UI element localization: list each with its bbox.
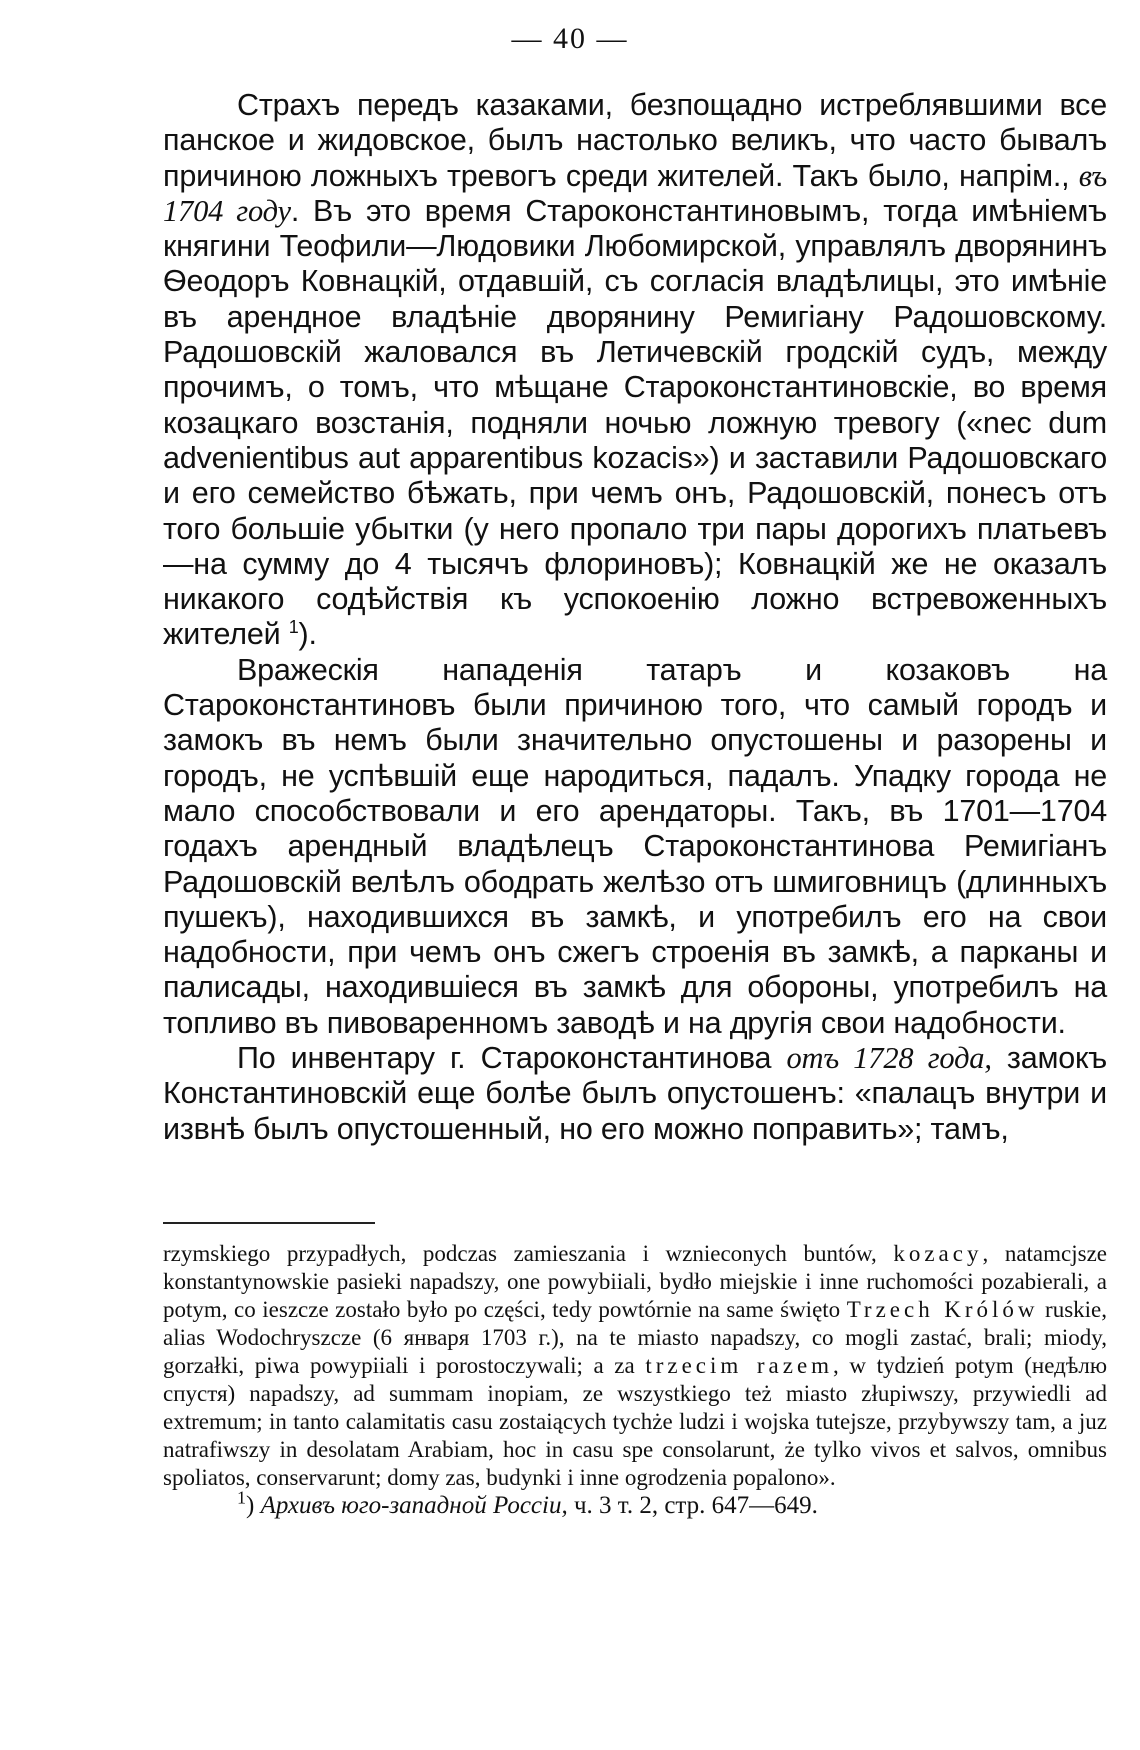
paragraph-1-date-italic: въ 1704 году — [163, 158, 1107, 228]
paragraph-1-part-1: Страхъ передъ казаками, безпощадно истреблявшими все панское и жидовское, былъ настолько великъ, что часто бывалъ причиною ложныхъ тревогъ среди жителей. Такъ было, напрім., — [163, 88, 1107, 193]
footnote-part-1: rzymskiego przypadłych, podczas zamieszania i wznieconych buntów, — [163, 1241, 894, 1266]
paragraph-3-date-italic: отъ 1728 года, — [786, 1041, 992, 1076]
footnote-continuation — [163, 1240, 1107, 1492]
footnote-reference-mark: 1 — [237, 1487, 246, 1508]
paragraph-1-part-3: ). — [298, 617, 317, 652]
paragraph-3-part-1: По инвентару г. Староконстантинова — [237, 1041, 787, 1076]
footnotes — [163, 1240, 1107, 1520]
paragraph-1 — [163, 88, 1107, 653]
footnote-part-2: , natamcjsze konstantynowskie pasieki napadszy, one powybiiali, bydło miejskie i inne ruchomości pozabierali, a potym, co ieszcze zostało było po części, tedy powtórnie na same święto — [163, 1241, 1107, 1322]
footnote-part-4: , w tydzień potym (недѣлю спустя) napadszy, ad summam inopiam, ze wszystkiego też miasto złupiwszy, przywiedli ad extremum; in tanto calamitatis casu zostaiących tychże ludzi i wojska tutejsze, przybywszy tam, a juz natrafiwszy in desolatam Arabiam, hoc in casu spe consolarunt, że tylko vivos et salvos, omnibus spoliatos, conservarunt; domy zas, budynki i inne ogrodzenia popalono». — [163, 1353, 1107, 1490]
main-text — [163, 88, 1107, 1147]
footnote-marker: 1 — [288, 617, 299, 638]
page-number: — 40 — — [511, 22, 629, 55]
footnote-part-3: ruskie, alias Wodochryszcze (6 января 1703 г.), na te miasto napadszy, co mogli zastać, brali; miody, gorzałki, piwa powypiiali i porostoczywali; a za — [163, 1297, 1107, 1378]
paragraph-3-part-2: замокъ Константиновскій еще болѣе былъ опустошенъ: «палацъ внутри и извнѣ былъ опустошенный, но его можно поправить»; тамъ, — [163, 1041, 1107, 1146]
footnote-source-details: ч. 3 т. 2, стр. 647—649. — [567, 1492, 818, 1519]
footnote-reference: $^1$) Архивъ юго-западной Россіи, ч. 3 т. 2, стр. 647—649. — [237, 1487, 818, 1519]
paragraph-3 — [163, 1041, 1107, 1147]
footnote-divider — [163, 1222, 375, 1224]
footnote-spaced-trzecim-razem: trzecim razem — [645, 1353, 834, 1378]
paragraph-2: Вражескія нападенія татаръ и козаковъ на Староконстантиновъ были причиною того, что самый городъ и замокъ въ немъ были значительно опустошены и разорены и городъ, не успѣвшій еще народиться, падалъ. Упадку города не мало способствовали и его арендаторы. Такъ, въ 1701—1704 годахъ арендный владѣлецъ Староконстантинова Ремигіанъ Радошовскій велѣлъ ободрать желѣзо отъ шмиговницъ (длинныхъ пушекъ), находившихся въ замкѣ, и употребилъ его на свои надобности, при чемъ онъ сжегъ строенія въ замкѣ, а парканы и палисады, находившіеся въ замкѣ для обороны, употребилъ на топливо въ пивоваренномъ заводѣ и на другія свои надобности. — [163, 652, 1107, 1040]
paragraph-1-part-2: . Въ это время Староконстантиновымъ, тогда имѣніемъ княгини Теофили—Людовики Любомирской, управлялъ дворянинъ Ѳеодоръ Ковнацкій, отдавшій, съ согласія владѣлицы, это имѣніе въ арендное владѣніе дворянину Ремигіану Радошовскому. Радошовскій жаловался въ Летичевскій гродскій судъ, между прочимъ, о томъ, что мѣщане Староконстантиновскіе, во время козацкаго возстанія, подняли ночью ложную тревогу («nec dum advenientibus aut apparentibus kozacis») и заставили Радошовскаго и его семейство бѣжать, при чемъ онъ, Радошовскій, понесъ отъ того большіе убытки (у него пропало три пары дорогихъ платьевъ—на сумму до 4 тысячъ флориновъ); Ковнацкій же не оказалъ никакого содѣйствія къ успокоенію ложно встревоженныхъ жителей — [163, 193, 1107, 652]
footnote-source-title: Архивъ юго-западной Россіи, — [260, 1492, 568, 1519]
footnote-spaced-kozacy: kozacy — [893, 1241, 983, 1266]
footnote-spaced-trzech-krolow: Trzech Królów — [846, 1297, 1039, 1322]
